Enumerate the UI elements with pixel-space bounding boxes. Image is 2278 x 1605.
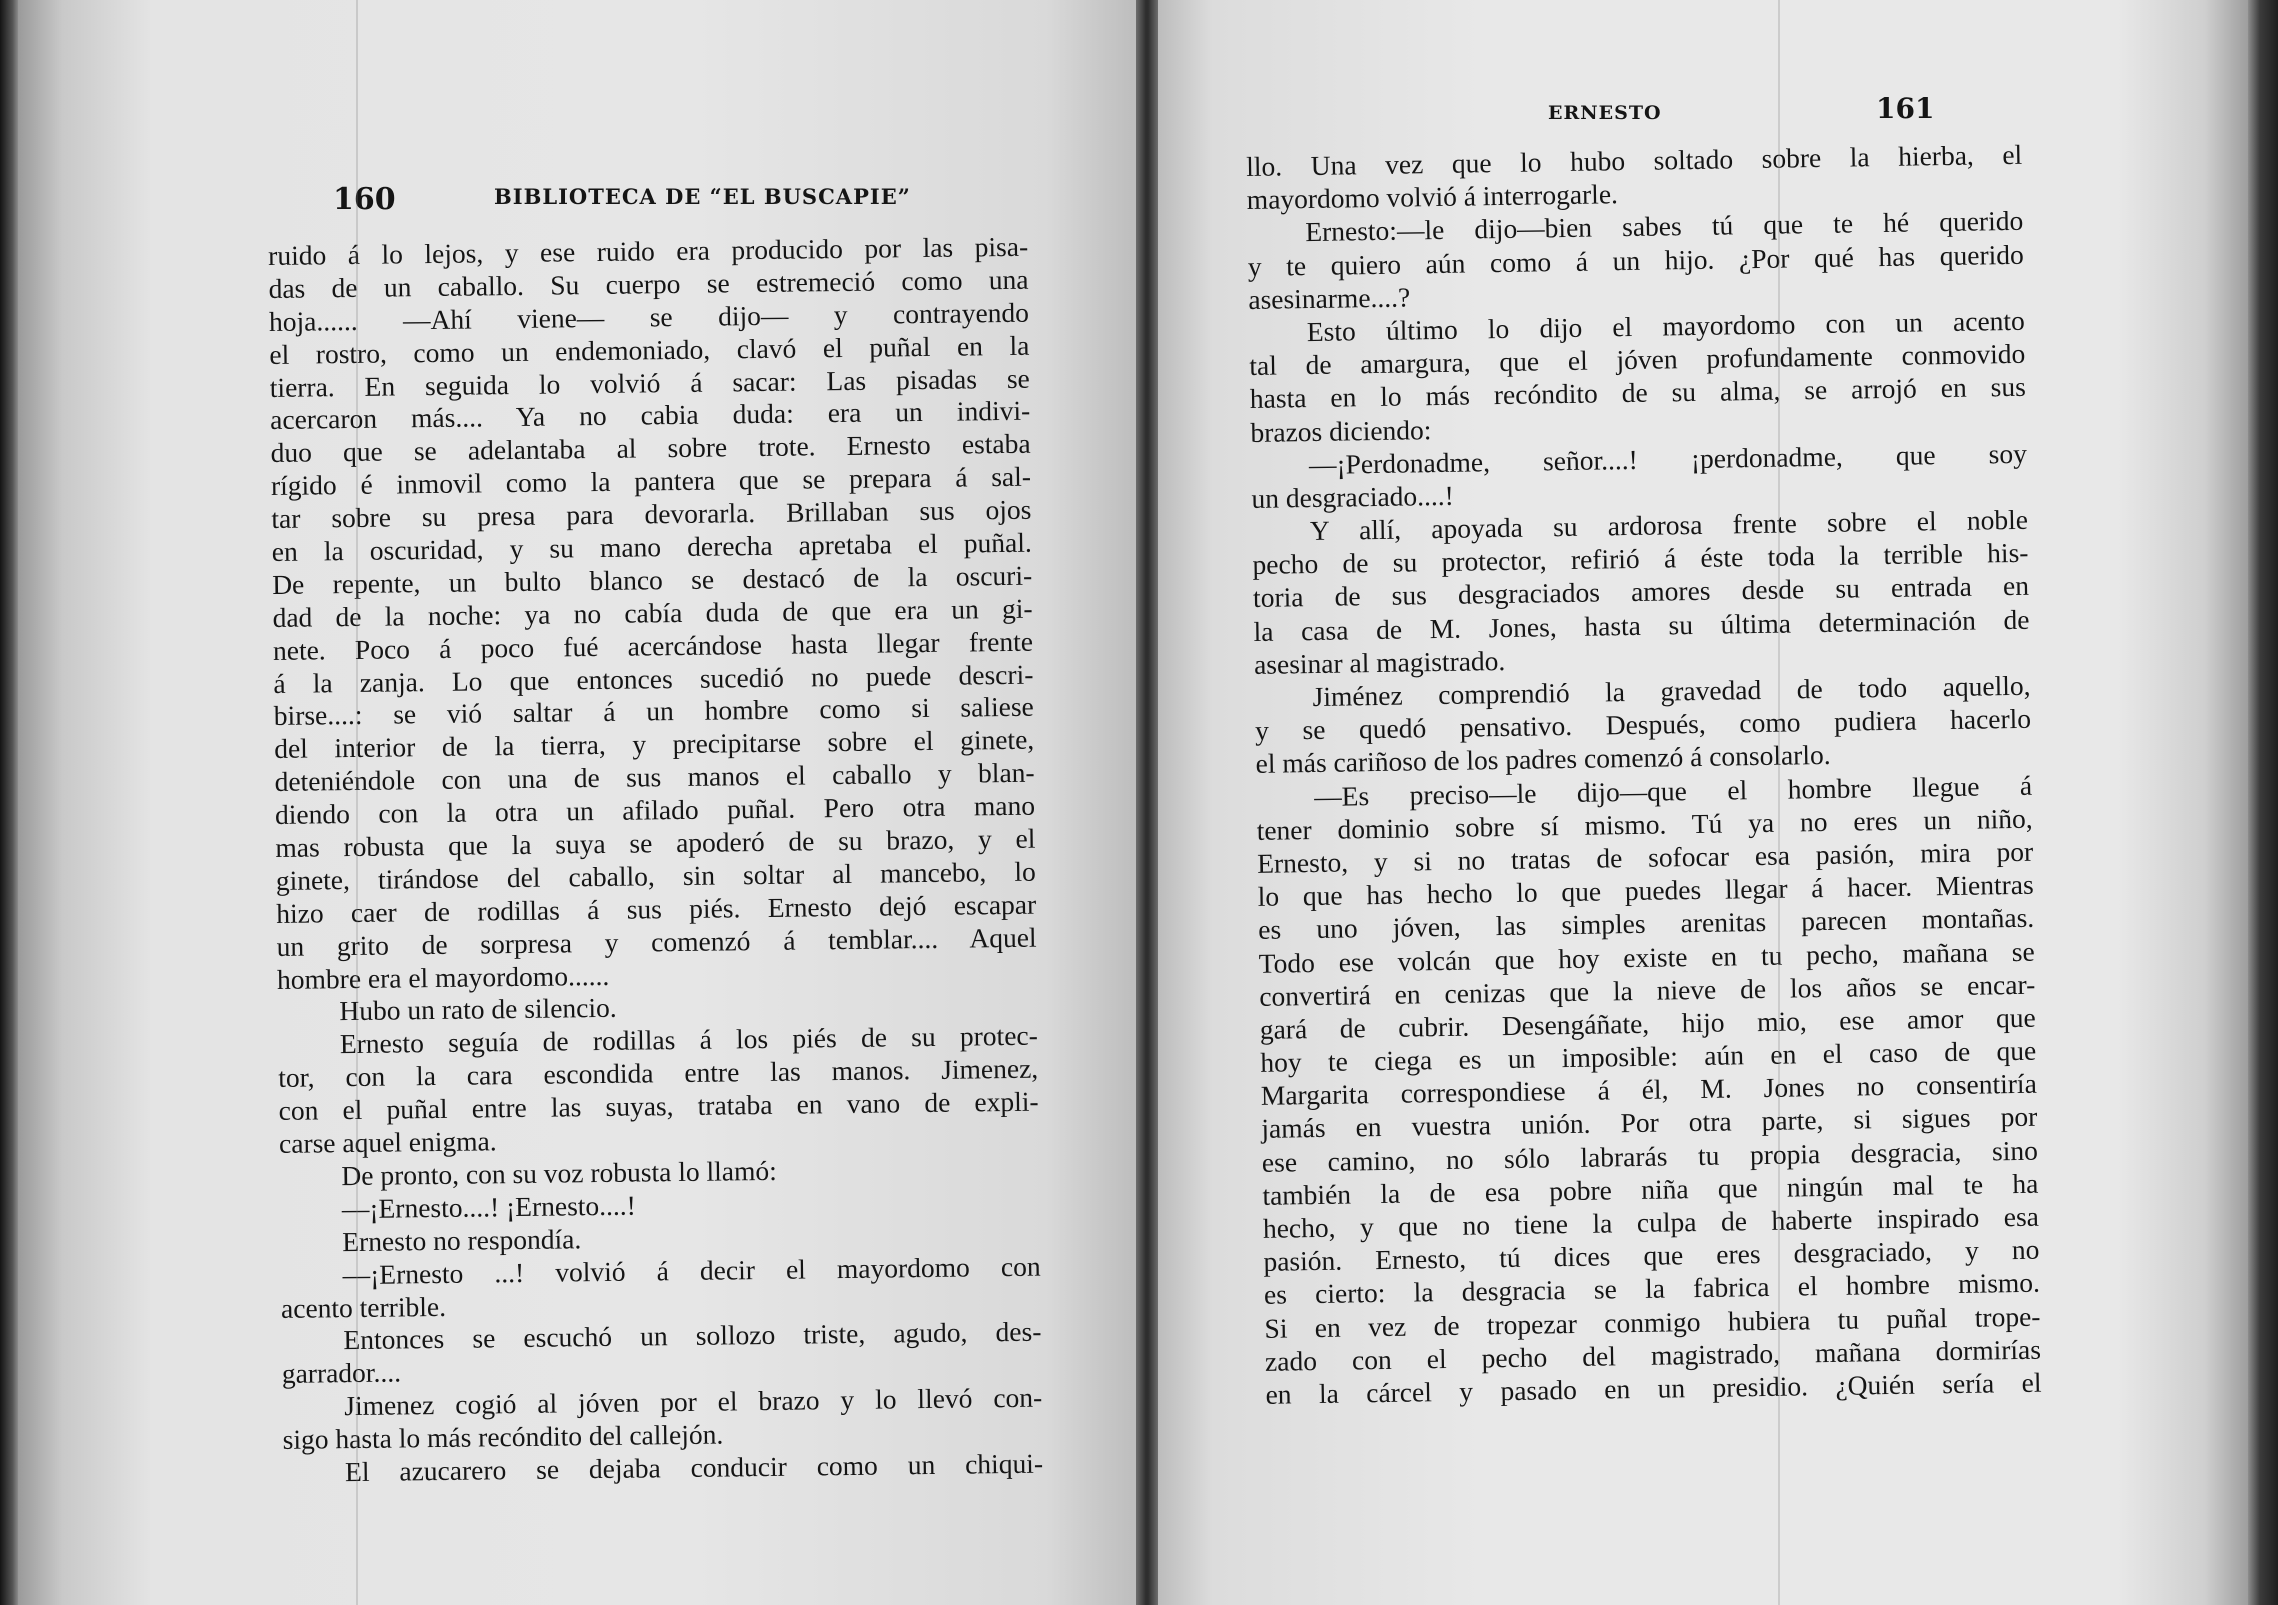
text-line: asesinar al magistrado. [1253, 644, 1506, 680]
text-line: Ernesto seguía de rodillas á los piés de su protec- [339, 1020, 1038, 1060]
text-line: De pronto, con su voz robusta lo llamó: [341, 1154, 777, 1192]
text-line: en la cárcel y pasado en un presidio. ¿Quién sería el [1265, 1366, 2042, 1410]
text-line: Margarita correspondiese á él, M. Jones no consentiría [1260, 1067, 2038, 1112]
text-line: hasta en lo más recóndito de su alma, se arrojó en sus [1249, 371, 2027, 415]
text-line: tal de amargura, que el jóven profundamente conmovido [1249, 337, 2026, 382]
text-line: Jiménez comprendió la gravedad de todo aquello, [1312, 669, 2031, 713]
left-running-head: BIBLIOTECA DE “EL BUSCAPIE” [494, 184, 911, 209]
text-line: Jimenez cogió al jóven por el brazo y lo llevó con- [344, 1381, 1043, 1422]
text-line: ese camino, no sólo labrarás tu propia desgracia, sino [1261, 1134, 2039, 1178]
text-line: —Es preciso—le dijo—que el hombre llegue á [1313, 769, 2033, 812]
text-line: mas robusta que la suya se apoderó de su brazo, y el [275, 822, 1036, 863]
text-line: carse aquel enigma. [278, 1125, 497, 1159]
right-running-head: ERNESTO [1548, 102, 1662, 124]
book-gutter [1136, 0, 1158, 1605]
text-line: del interior de la tierra, y precipitarse sobre el ginete, [274, 724, 1035, 765]
text-line: zado con el pecho del magistrado, mañana dormirías [1264, 1333, 2042, 1377]
text-line: —¡Perdonadme, señor....! ¡perdonadme, que soy [1308, 437, 2028, 480]
left-book-edge [0, 0, 18, 1605]
text-line: das de un caballo. Su cuerpo se estremeció como una [268, 263, 1029, 304]
text-line: un desgraciado....! [1251, 479, 1455, 514]
text-line: mayordomo volvió á interrogarle. [1246, 178, 1619, 216]
text-line: también la de esa pobre niña que ningún mal te ha [1262, 1167, 2039, 1211]
text-line: en la oscuridad, y su mano derecha apretaba el puñal. [271, 526, 1032, 567]
text-line: con el puñal entre las suyas, trataba en vano de expli- [278, 1085, 1039, 1127]
text-line: es cierto: la desgracia se la fabrica el hombre mismo. [1263, 1267, 2041, 1311]
text-line: á la zanja. Lo que entonces sucedió no puede descri- [273, 658, 1034, 699]
text-line: Ernesto, y si no tratas de sofocar esa pasión, mira por [1256, 835, 2034, 879]
text-line: —¡Ernesto ...! volvió á decir el mayordomo con [342, 1250, 1041, 1290]
text-line: jamás en vuestra unión. Por otra parte, si sigues por [1261, 1101, 2038, 1145]
text-line: y te quiero aún como á un hijo. ¿Por qué has querido [1247, 238, 2024, 282]
text-line: dad de la noche: ya no cabía duda de que era un gi- [272, 592, 1033, 633]
left-page-number: 160 [333, 182, 396, 217]
text-line: ruido á lo lejos, y ese ruido era producido por las pisa- [268, 230, 1029, 271]
text-line: llo. Una vez que lo hubo soltado sobre la hierba, el [1246, 138, 2023, 182]
text-line: rígido é inmovil como la pantera que se prepara á sal- [270, 460, 1032, 502]
text-line: duo que se adelantaba al sobre trote. Ernesto estaba [270, 428, 1031, 469]
text-line: diendo con la otra un afilado puñal. Pero otra mano [274, 789, 1036, 831]
right-page-fold-line [1778, 0, 1780, 1605]
text-line: es uno jóven, las simples arenitas parecen montañas. [1258, 902, 2035, 946]
text-line: convertirá en cenizas que la nieve de los años se encar- [1259, 968, 2036, 1012]
text-line: asesinarme....? [1248, 281, 1411, 315]
text-line: Entonces se escuchó un sollozo triste, agudo, des- [343, 1316, 1042, 1356]
text-line: Esto último lo dijo el mayordomo con un acento [1306, 304, 2026, 348]
text-line: Y allí, apoyada su ardorosa frente sobre el noble [1309, 503, 2029, 547]
text-line: —¡Ernesto....! ¡Ernesto....! [341, 1189, 637, 1224]
text-line: brazos diciendo: [1250, 413, 1432, 448]
text-line: acercaron más.... Ya no cabia duda: era un indivi- [270, 395, 1031, 436]
text-line: Hubo un rato de silencio. [339, 992, 617, 1027]
text-line: el rostro, como un endemoniado, clavó el puñal en la [269, 329, 1030, 370]
text-line: garrador.... [281, 1356, 402, 1390]
text-line: hecho, y que no tiene la culpa de haberte inspirado esa [1262, 1200, 2040, 1244]
text-line: tener dominio sobre sí mismo. Tú ya no eres un niño, [1256, 802, 2033, 846]
left-page-fold-line [356, 0, 358, 1605]
text-line: lo que has hecho lo que puedes llegar á hacer. Mientras [1257, 868, 2034, 913]
right-page-body [1246, 138, 2042, 1411]
text-line: deteniéndole con una de sus manos el caballo y blan- [274, 756, 1035, 798]
text-line: hombre era el mayordomo...... [276, 959, 610, 995]
text-line: un grito de sorpresa y comenzó á temblar.... Aquel [276, 921, 1037, 962]
text-line: el más cariñoso de los padres comenzó á consolarlo. [1255, 739, 1831, 780]
text-line: birse....: se vió saltar á un hombre como si saliese [273, 691, 1034, 732]
text-line: hoy te ciega es un imposible: aún en el caso de que [1260, 1034, 2037, 1078]
text-line: ginete, tirándose del caballo, sin soltar al mancebo, lo [275, 855, 1036, 896]
text-line: Ernesto:—le dijo—bien sabes tú que te hé querido [1305, 205, 2024, 248]
text-line: tierra. En seguida lo volvió á sacar: Las pisadas se [269, 362, 1030, 403]
text-line: tor, con la cara escondida entre las manos. Jimenez, [278, 1052, 1039, 1094]
right-book-edge [2248, 0, 2278, 1605]
text-line: Ernesto no respondía. [342, 1222, 582, 1257]
text-line: Todo ese volcán que hoy existe en tu pecho, mañana se [1258, 935, 2035, 979]
text-line: gará de cubrir. Desengáñate, hijo mio, ese amor que [1259, 1001, 2036, 1045]
text-line: pecho de su protector, refirió á éste toda la terrible his- [1252, 537, 2029, 581]
text-line: y se quedó pensativo. Después, como pudiera hacerlo [1254, 702, 2032, 747]
text-line: acento terrible. [280, 1290, 447, 1324]
text-line: pasión. Ernesto, tú dices que eres desgraciado, y no [1263, 1233, 2040, 1278]
text-line: El azucarero se dejaba conducir como un chiqui- [344, 1447, 1044, 1488]
text-line: toria de sus desgraciados amores desde su entrada en [1252, 570, 2030, 614]
text-line: hizo caer de rodillas á sus piés. Ernesto dejó escapar [276, 888, 1037, 929]
text-line: sigo hasta lo más recóndito del callejón. [282, 1418, 724, 1455]
text-line: nete. Poco á poco fué acercándose hasta llegar frente [272, 625, 1034, 666]
text-line: Si en vez de tropezar conmigo hubiera tu puñal trope- [1264, 1300, 2041, 1344]
text-line: la casa de M. Jones, hasta su última determinación de [1253, 603, 2030, 647]
right-page [1158, 0, 2248, 1605]
text-line: tar sobre su presa para devorarla. Brillaban sus ojos [271, 493, 1032, 535]
text-line: De repente, un bulto blanco se destacó de la oscuri- [272, 559, 1033, 600]
text-line: hoja...... —Ahí viene— se dijo— y contrayendo [268, 296, 1030, 337]
left-page-body [268, 231, 1043, 1490]
left-page [18, 0, 1136, 1605]
right-page-number: 161 [1876, 92, 1935, 125]
